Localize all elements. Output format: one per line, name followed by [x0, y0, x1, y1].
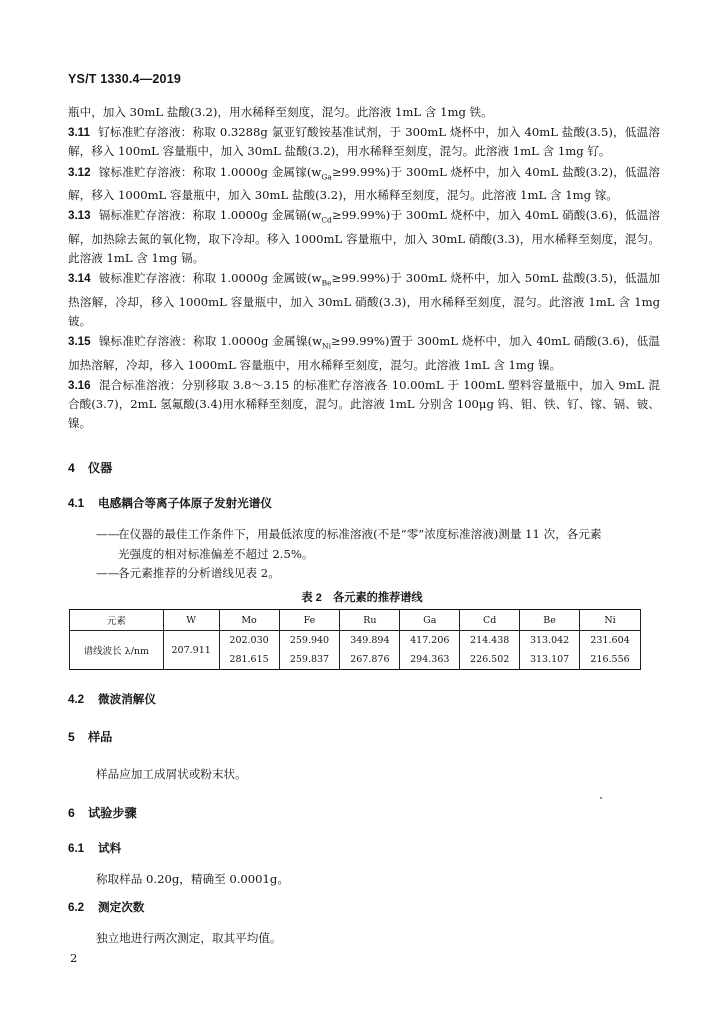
header-cell: Ga [400, 610, 460, 631]
value-cell-mo: 202.030 281.615 [219, 631, 279, 670]
clause-number: 3.13 [68, 209, 91, 223]
value-cell-cd: 214.438 226.502 [460, 631, 520, 670]
value-cell-fe: 259.940 259.837 [279, 631, 340, 670]
instrument-requirement-1: ——在仪器的最佳工作条件下，用最低浓度的标准溶液(不是“零”浓度标准溶液)测量 11 次，各元素 光强度的相对标准偏差不超过 2.5%。 [96, 527, 602, 561]
table-caption: 表 2 各元素的推荐谱线 [301, 592, 423, 604]
reagent-item-3-16: 3.16 混合标准溶液：分别移取 3.8～3.15 的标准贮存溶液各 10.00mL 于 100mL 塑料容量瓶中，加入 9mL 混合酸(3.7)，2mL 氢氟酸(3.4)用水稀释至刻度，混匀。此溶液 1mL 分别含 100μg 钨、钼、铁、钌、镓、镉、铍、镍。 [68, 377, 660, 431]
header-cell: W [163, 610, 219, 631]
clause-number: 3.11 [68, 126, 90, 140]
value-cell-be: 313.042 313.107 [520, 631, 580, 670]
header-cell: Ru [340, 610, 400, 631]
value-cell-ru: 349.894 267.876 [340, 631, 400, 670]
row-label-cell: 谱线波长 λ/nm [70, 631, 164, 670]
section-4-heading: 4 仪器 [68, 461, 113, 475]
section-6-heading: 6 试验步骤 [68, 806, 137, 820]
header-cell: Cd [460, 610, 520, 631]
section-4-2-heading: 4.2 微波消解仪 [68, 693, 156, 706]
reagent-item-3-11: 3.11 钌标准贮存溶液：称取 0.3288g 氯亚钌酸铵基准试剂，于 300mL 烧杯中，加入 40mL 盐酸(3.5)，低温溶解，移入 100mL 容量瓶中，加入 30mL 盐酸(3.2)，用水稀释至刻度，混匀。此溶液 1mL 含 1mg 钌。 [68, 125, 660, 159]
clause-number: 3.14 [68, 272, 91, 286]
header-cell: Be [520, 610, 580, 631]
section-6-2-heading: 6.2 测定次数 [68, 901, 145, 914]
value-cell-ga: 417.206 294.363 [400, 631, 460, 670]
reagent-item-3-13: 3.13 镉标准贮存溶液：称取 1.0000g 金属镉$(w_{Cd}\ge 99.99\%)$于 300mL 烧杯中，加入 40mL 硝酸(3.6)，低温溶解，加热除去氮的氧化物，取下冷却。移入 1000mL 容量瓶中，加入 30mL 硝酸(3.3)，用水稀释至刻度，混匀。此溶液 1mL 含 1mg 镉。 [68, 208, 660, 266]
header-cell: Fe [279, 610, 340, 631]
spectral-lines-table [69, 609, 641, 670]
scan-speck [600, 797, 602, 799]
table-header-row [70, 610, 641, 631]
section-5-heading: 5 样品 [68, 730, 113, 744]
value-cell-w: 207.911 [163, 631, 219, 670]
reagent-item-3-14: 3.14 铍标准贮存溶液：称取 1.0000g 金属铍$(w_{Be}\ge 99.99\%)$于 300mL 烧杯中，加入 50mL 盐酸(3.5)，低温加热溶解，冷却，移入 1000mL 容量瓶中，加入 30mL 硝酸(3.3)，用水稀释至刻度，混匀。此溶液 1mL 含 1mg 铍。 [68, 271, 660, 328]
section-6-1-text: 称取样品 0.20g，精确至 0.0001g。 [96, 872, 289, 886]
clause-number: 3.16 [68, 378, 91, 392]
header-cell: 元素 [70, 610, 164, 631]
section-6-2-text: 独立地进行两次测定，取其平均值。 [96, 931, 282, 945]
table-row [70, 631, 641, 670]
reagent-item-3-15: 3.15 镍标准贮存溶液：称取 1.0000g 金属镍$(w_{Ni}\ge 99.99\%)$置于 300mL 烧杯中，加入 40mL 硝酸(3.6)，低温加热溶解，冷却，移入 1000mL 容量瓶中，用水稀释至刻度，混匀。此溶液 1mL 含 1mg 镍。 [68, 334, 660, 372]
reagent-continuation: 瓶中，加入 30mL 盐酸(3.2)，用水稀释至刻度，混匀。此溶液 1mL 含 1mg 铁。 [68, 105, 493, 119]
header-cell: Mo [219, 610, 279, 631]
reagent-list [68, 103, 660, 435]
instrument-requirement-2: ——各元素推荐的分析谱线见表 2。 [96, 566, 280, 580]
section-6-1-heading: 6.1 试料 [68, 842, 122, 855]
clause-number: 3.15 [68, 335, 91, 349]
standard-code: YS/T 1330.4—2019 [68, 72, 181, 86]
section-5-text: 样品应加工成屑状或粉末状。 [96, 767, 247, 781]
header-cell: Ni [580, 610, 641, 631]
value-cell-ni: 231.604 216.556 [580, 631, 641, 670]
section-4-1-heading: 4.1 电感耦合等离子体原子发射光谱仪 [68, 497, 272, 510]
clause-number: 3.12 [68, 165, 91, 179]
reagent-item-3-12: 3.12 镓标准贮存溶液：称取 1.0000g 金属镓$(w_{Ga}\ge 99.99\%)$于 300mL 烧杯中，加入 40mL 盐酸(3.2)，低温溶解，移入 1000mL 容量瓶中，加入 30mL 盐酸(3.2)，用水稀释至刻度，混匀。此溶液 1mL 含 1mg 镓。 [68, 164, 660, 203]
page-number: 2 [70, 951, 78, 965]
